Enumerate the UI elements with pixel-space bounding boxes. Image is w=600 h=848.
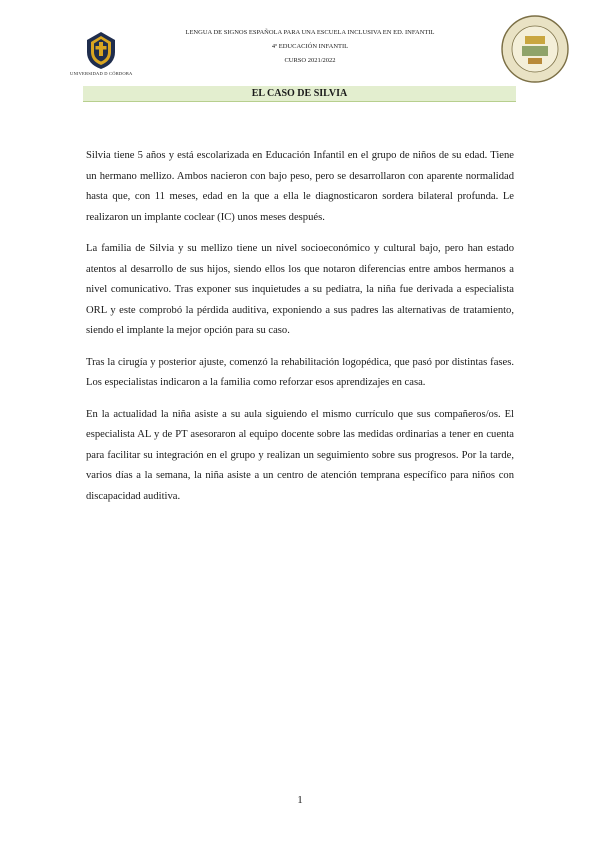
document-title: EL CASO DE SILVIA: [83, 86, 516, 102]
course-level: 4º EDUCACIÓN INFANTIL: [271, 43, 349, 50]
paragraph: La familia de Silvia y su mellizo tiene un nivel socioeconómico y cultural bajo, pero han estado atentos al desarrollo de sus hijos, siendo ellos los que notaron diferencias entre ambos hermanos a nivel comunicativo. Tras exponer sus inquietudes a su pediatra, la niña fue derivada a especialista ORL y este comprobó la pérdida auditiva, exponiendo a sus padres las alternativas de tratamiento, siendo el implante la mejor opción para su caso.: [86, 243, 514, 336]
header-text: [140, 26, 480, 68]
page-number: 1: [297, 794, 303, 806]
college-seal: [500, 14, 570, 84]
course-title: LENGUA DE SIGNOS ESPAÑOLA PARA UNA ESCUELA INCLUSIVA EN ED. INFANTIL: [185, 29, 435, 36]
course-year: CURSO 2021/2022: [284, 57, 336, 64]
document-body: [86, 146, 514, 518]
paragraph: Silvia tiene 5 años y está escolarizada en Educación Infantil en el grupo de niños de su edad. Tiene un hermano mellizo. Ambos nacieron con bajo peso, pero se desarrollaron con aparente normalidad hasta que, con 11 meses, edad en la que a ella le diagnosticaron sordera bilateral profunda. Le realizaron un implante coclear (IC) unos meses después.: [86, 150, 514, 223]
college-seal-icon: [500, 14, 570, 84]
page-header: [70, 22, 550, 80]
paragraph: En la actualidad la niña asiste a su aula siguiendo el mismo currículo que sus compañeros/os. El especialista AL y de PT asesoraron al equipo docente sobre las medidas ordinarias a tener en cuenta para facilitar su integración en el grupo y realizan un seguimiento sobre sus progresos. Por la tarde, varios días a la semana, la niña asiste a un centro de atención temprana específico para niños con discapacidad auditiva.: [86, 408, 514, 502]
university-crest-icon: [84, 30, 118, 70]
university-logo: [70, 30, 132, 82]
university-logo-caption: UNIVERSIDAD D CÓRDOBA: [70, 71, 133, 76]
paragraph: Tras la cirugía y posterior ajuste, comenzó la rehabilitación logopédica, que pasó por distintas fases. Los especialistas indicaron a la familia como reforzar esos aprendizajes en casa.: [86, 356, 514, 388]
